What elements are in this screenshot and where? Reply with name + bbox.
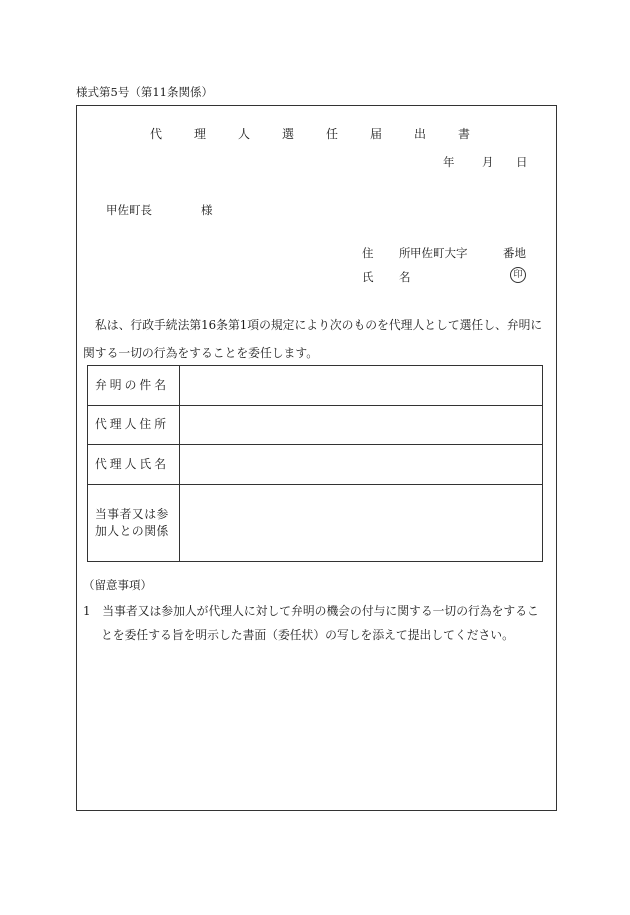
addressee-name: 甲佐町長: [106, 203, 152, 217]
applicant-name-label: 氏 名: [362, 270, 418, 284]
row-label-agent-address: 代理人住所: [88, 405, 180, 445]
applicant-address-suffix: 番地: [503, 246, 526, 260]
table-row: [88, 445, 543, 485]
form-number: 様式第5号（第11条関係）: [76, 85, 213, 99]
row-value-agent-address: [180, 405, 543, 445]
date-day-label: 日: [516, 155, 528, 169]
row-label-relationship: 当事者又は参加人との関係: [88, 484, 180, 561]
row-label-agent-name: 代理人氏名: [88, 445, 180, 485]
table-row: [88, 366, 543, 406]
row-value-agent-name: [180, 445, 543, 485]
seal-mark: 印: [510, 267, 526, 283]
applicant-address-label: 住 所: [362, 246, 418, 260]
date-year-label: 年: [443, 155, 455, 169]
note-item-line: とを委任する旨を明示した書面（委任状）の写しを添えて提出してください。: [101, 628, 514, 642]
form-title: 代 理 人 選 任 届 出 書: [149, 127, 480, 141]
row-value-relationship: [180, 484, 543, 561]
table-row: [88, 484, 543, 561]
note-item-line: 1 当事者又は参加人が代理人に対して弁明の機会の付与に関する一切の行為をするこ: [83, 604, 539, 618]
addressee-honorific: 様: [201, 203, 213, 217]
delegation-statement: 私は、行政手続法第16条第1項の規定により次のものを代理人として選任し、弁明に関する一切の行為をすることを委任します。: [83, 318, 543, 360]
delegation-detail-table: [87, 365, 543, 562]
date-month-label: 月: [482, 155, 494, 169]
applicant-address-value: 甲佐町大字: [410, 246, 468, 260]
row-label-case-name: 弁明の件名: [88, 366, 180, 406]
notes-heading: （留意事項）: [83, 578, 152, 592]
table-row: [88, 405, 543, 445]
row-value-case-name: [180, 366, 543, 406]
